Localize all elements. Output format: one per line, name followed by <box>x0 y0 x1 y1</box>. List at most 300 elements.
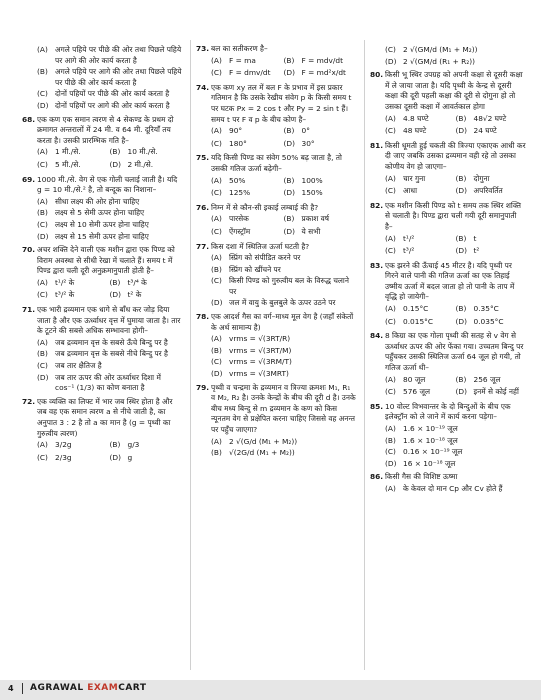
option-item <box>385 234 456 245</box>
question-number: 76. <box>196 202 210 212</box>
option-text: 0.15°C <box>403 304 429 314</box>
option-item <box>284 176 357 187</box>
option-label: (A) <box>211 55 222 65</box>
option-label: (B) <box>37 67 48 77</box>
option-list <box>37 45 182 112</box>
option-grid <box>385 173 526 198</box>
question-block <box>370 261 526 329</box>
option-label: (C) <box>37 361 48 371</box>
question-text: अचर शक्ति देने वाली एक मशीन द्वारा एक पिण्ड को विराम अवस्था से सीधी रेखा में चलाते हैं। समय t में पिण्ड द्वारा चली दूरी अनुक्रमानुपाती होती है– <box>37 245 175 276</box>
option-item <box>456 126 527 137</box>
option-text: जब द्रव्यमान वृत्त के सबसे नीचे बिन्दु पर है <box>55 349 168 359</box>
option-item <box>284 68 357 79</box>
option-text: 1.6 × 10⁻¹⁹ जूल <box>403 424 458 433</box>
option-label: (D) <box>455 186 467 196</box>
option-label: (D) <box>109 290 121 300</box>
option-label: (C) <box>211 68 222 78</box>
option-text: दोनों पहियों पर आगे की ओर कार्य करता है <box>55 100 170 110</box>
question-text: किसी भू स्थिर उपग्रह को अपनी कक्षा से दूसरी कक्षा में ले जाया जाता है। यदि पृथ्वी के केन्द्र से दूसरी कक्षा की दूरी पहली कक्षा की दूरी से दोगुना हो तो उसका दूसरी कक्षा में आवर्तकाल होगा <box>385 70 523 111</box>
option-label: (A) <box>385 424 396 433</box>
option-label: (A) <box>37 45 48 54</box>
option-label: (B) <box>283 175 295 185</box>
option-text: g/3 <box>127 440 140 450</box>
option-item <box>211 346 356 357</box>
column-1 <box>22 44 182 467</box>
option-label: (B) <box>109 440 121 450</box>
option-text: 80 जूल <box>403 374 426 384</box>
question-block <box>370 472 526 494</box>
option-item <box>456 114 527 125</box>
option-label: (C) <box>385 387 396 397</box>
option-grid <box>37 146 182 171</box>
option-text: प्रकाश वर्ष <box>301 214 330 224</box>
option-item <box>211 265 356 276</box>
question-number: 74. <box>196 82 210 92</box>
question-number: 85. <box>370 401 384 411</box>
option-label: (C) <box>37 452 48 462</box>
option-text: 150% <box>301 188 323 198</box>
option-label: (C) <box>211 357 222 367</box>
option-item <box>385 126 456 137</box>
option-item <box>37 67 182 88</box>
option-label: (D) <box>37 100 49 110</box>
option-text: t¹/² के <box>55 277 75 287</box>
option-label: (A) <box>37 440 48 450</box>
option-item <box>37 373 182 394</box>
option-label: (C) <box>37 290 48 300</box>
option-label: (D) <box>455 126 467 136</box>
option-item <box>37 278 110 289</box>
option-text: F = md²x/dt <box>301 68 346 78</box>
option-label: (B) <box>455 233 467 243</box>
option-item <box>211 369 356 380</box>
option-label: (B) <box>37 349 48 359</box>
option-text: 576 जूल <box>403 387 430 397</box>
question-text: 1000 मी./से. वेग से एक गोली चलाई जाती है। यदि g = 10 मी./से.² है, तो बन्दूक का निशाना– <box>37 174 178 195</box>
question-block <box>196 83 356 151</box>
question-block <box>370 141 526 198</box>
option-text: t <box>473 233 477 243</box>
question-text: एक व्यक्ति का लिफ्ट में भार जब स्थिर होता है और जब वह एक समान त्वरण a से नीचे जाती है, का अनुपात 3 : 2 है तो a का मान है (g = पृथ्वी का गुरुत्वीय त्वरण) <box>37 396 173 438</box>
option-item <box>211 253 356 264</box>
option-label: (D) <box>109 159 121 169</box>
option-item <box>385 45 526 56</box>
option-label: (A) <box>211 253 222 263</box>
question-head <box>196 83 356 125</box>
option-item <box>385 304 456 315</box>
question-head <box>370 261 526 303</box>
option-item <box>110 440 183 451</box>
question-number: 78. <box>196 312 210 322</box>
option-text: 0.35°C <box>473 304 499 314</box>
question-text: यदि किसी पिण्ड का संवेग 50% बढ़ जाता है, तो उसकी गतिज ऊर्जा बढ़ेगी– <box>211 153 342 173</box>
question-head <box>196 153 356 174</box>
option-label: (A) <box>211 436 222 446</box>
option-label: (C) <box>37 89 48 99</box>
brand-part-b: EXAM <box>87 683 119 693</box>
question-number: 71. <box>22 305 36 315</box>
question-block <box>22 45 182 112</box>
page-number: 4 <box>8 684 14 693</box>
question-text: निम्न में से कौन-सी इकाई लम्बाई की है? <box>211 202 319 212</box>
option-item <box>37 220 182 231</box>
question-head <box>370 70 526 112</box>
question-number: 83. <box>370 260 384 270</box>
option-item <box>284 56 357 67</box>
option-label: (A) <box>385 374 396 384</box>
option-item <box>456 246 527 257</box>
option-label: (B) <box>211 264 222 274</box>
option-item <box>211 448 356 459</box>
brand-part-a: AGRAWAL <box>30 683 88 693</box>
option-item <box>385 246 456 257</box>
question-number: 82. <box>370 200 384 210</box>
option-item <box>37 453 110 464</box>
option-grid <box>211 55 356 80</box>
question-text: एक मशीन किसी पिण्ड को t समय तक स्थिर शक्ति से चलाती है। पिण्ड द्वारा चली गयी दूरी समानुपाती है– <box>385 200 522 231</box>
option-label: (B) <box>385 435 396 445</box>
option-text: जल में वायु के बुलबुले के ऊपर उठने पर <box>229 298 336 308</box>
option-list <box>211 437 356 459</box>
question-block <box>22 115 182 172</box>
option-label: (C) <box>37 219 48 229</box>
option-text: पारसेक <box>229 214 249 224</box>
option-text: t³/⁴ के <box>127 277 147 287</box>
question-head <box>370 201 526 233</box>
option-text: 48√2 घण्टे <box>473 113 507 123</box>
question-block <box>196 312 356 380</box>
option-item <box>385 114 456 125</box>
option-item <box>37 440 110 451</box>
option-item <box>456 234 527 245</box>
option-text: 2 मी./से. <box>127 159 154 169</box>
option-text: इनमें से कोई नहीं <box>473 387 519 397</box>
option-label: (D) <box>385 458 397 468</box>
option-text: 90° <box>229 126 243 136</box>
option-item <box>211 357 356 368</box>
question-text: एक भारी द्रव्यमान एक धागे से बाँध कर जोड़ दिया जाता है और एक ऊर्ध्वाधर वृत्त में घुमाया जाता है। तार के टूटने की सबसे अधिक सम्भावना होगी– <box>37 305 181 336</box>
question-text: एक झरने की ऊँचाई 45 मीटर है। यदि पृथ्वी पर गिरने वाले पानी की गतिज ऊर्जा का एक तिहाई उष्मीय ऊर्जा में बदल जाता हो तो पानी के ताप में वृद्धि हो जायेगी– <box>385 260 515 302</box>
option-text: 1 मी./से. <box>55 147 81 157</box>
option-label: (C) <box>385 246 396 256</box>
option-list <box>211 253 356 309</box>
option-label: (D) <box>283 68 295 78</box>
question-text: बल का सतीकरण है– <box>211 44 268 53</box>
option-list <box>37 338 182 394</box>
question-number: 77. <box>196 241 210 251</box>
option-label: (B) <box>211 448 222 458</box>
question-head <box>22 245 182 277</box>
option-item <box>211 298 356 309</box>
option-label: (B) <box>455 304 467 314</box>
option-text: जब तार ऊपर की ओर ऊर्ध्वाधर दिशा में cos⁻¹ (1/3) का कोण बनाता है <box>55 372 161 393</box>
option-text: 0.035°C <box>473 316 504 326</box>
option-text: 16 × 10⁻¹⁸ जूल <box>403 458 456 468</box>
option-grid <box>385 374 526 399</box>
option-text: अगले पहिये पर पीछे की ओर तथा पिछले पहिये पर आगे की ओर कार्य करता है <box>55 45 182 65</box>
option-text: 50% <box>229 175 246 185</box>
option-grid <box>385 113 526 138</box>
option-label: (A) <box>385 483 396 493</box>
option-label: (B) <box>455 113 467 123</box>
option-text: 2 √(GM/d (R₁ + R₂)) <box>403 56 476 66</box>
question-head <box>370 141 526 173</box>
question-text: किस दशा में स्थितिज ऊर्जा घटती है? <box>211 241 310 251</box>
option-text: चार गुना <box>403 173 426 183</box>
question-head <box>196 203 356 214</box>
option-item <box>37 101 182 112</box>
option-item <box>385 317 456 328</box>
option-grid <box>385 233 526 258</box>
option-item <box>110 453 183 464</box>
option-text: दोनों पहियों पर पीछे की ओर कार्य करता है <box>55 89 170 99</box>
question-number: 69. <box>22 174 36 184</box>
brand-part-c: CART <box>118 683 147 693</box>
option-item <box>385 459 526 470</box>
option-text: स्प्रिंग को खींचने पर <box>229 264 281 274</box>
option-text: आधा <box>403 186 418 196</box>
option-item <box>37 208 182 219</box>
option-item <box>385 436 526 447</box>
option-item <box>37 361 182 372</box>
option-label: (D) <box>37 231 49 241</box>
option-item <box>211 437 356 448</box>
question-block <box>22 245 182 302</box>
option-label: (C) <box>211 226 222 236</box>
option-item <box>211 68 284 79</box>
option-text: 1.6 × 10⁻¹⁸ जूल <box>403 435 458 445</box>
option-label: (B) <box>455 374 467 384</box>
question-text: 10 वोल्ट विभवान्तर के दो बिन्दुओं के बीच एक इलेक्ट्रॉन को ले जाने में कार्य करना पड़ेगा– <box>385 401 511 422</box>
option-item <box>211 334 356 345</box>
question-text: एक कण एक समान त्वरण से 4 सेकण्ड के प्रथम दो क्रमागत अन्तरालों में 24 मी. व 64 मी. दूरियाँ तय करता है। उसकी प्रारम्भिक गति है– <box>37 114 174 145</box>
question-block <box>22 305 182 394</box>
question-number: 70. <box>22 245 36 255</box>
option-item <box>385 387 456 398</box>
option-label: (A) <box>385 113 396 123</box>
option-label: (D) <box>455 316 467 326</box>
option-text: vrms = √(3RM/T) <box>229 357 292 367</box>
option-label: (B) <box>211 345 222 355</box>
option-text: 30° <box>301 138 315 148</box>
option-item <box>211 56 284 67</box>
option-label: (A) <box>211 175 222 185</box>
option-text: लक्ष्य से 15 सेमी ऊपर होना चाहिए <box>55 231 149 241</box>
option-item <box>385 186 456 197</box>
option-list <box>37 197 182 242</box>
option-item <box>456 375 527 386</box>
question-number: 68. <box>22 114 36 124</box>
option-label: (D) <box>283 226 295 236</box>
option-text: के केवल दो मान Cp और Cv होते हैं <box>403 483 503 493</box>
option-label: (A) <box>37 147 48 157</box>
question-text: एक आदर्श गैस का वर्ग–माध्य मूल वेग है (जहाँ संकेतों के अर्थ सामान्य है) <box>211 312 354 332</box>
question-head <box>196 44 356 55</box>
question-block <box>370 402 526 470</box>
question-block <box>22 397 182 465</box>
brand-logo <box>30 683 146 693</box>
option-text: अपरिवर्तित <box>473 186 503 196</box>
option-text: लक्ष्य से 5 सेमी ऊपर होना चाहिए <box>55 208 145 218</box>
question-text: 8 किग्रा का एक गोला पृथ्वी की सतह से v वेग से ऊर्ध्वाधर ऊपर की ओर फेंका गया। उच्चतम बिन्दु पर पहुँचकर उसकी स्थितिज ऊर्जा 64 जूल हो गयी, तो गतिज ऊर्जा थी– <box>385 331 524 373</box>
option-label: (A) <box>37 337 48 347</box>
option-item <box>37 45 182 66</box>
option-text: ऐंगस्ट्रॉम <box>229 226 251 236</box>
option-text: 180° <box>229 138 247 148</box>
option-item <box>284 126 357 137</box>
column-2 <box>196 44 356 462</box>
option-label: (C) <box>37 159 48 169</box>
question-block <box>196 153 356 199</box>
option-label: (C) <box>385 45 396 54</box>
question-number: 73. <box>196 44 210 53</box>
option-label: (A) <box>37 196 48 206</box>
option-text: 0.16 × 10⁻¹⁹ जूल <box>403 447 463 457</box>
question-block <box>22 175 182 243</box>
option-text: t³/² <box>403 246 415 256</box>
question-block <box>196 203 356 239</box>
option-text: 3/2g <box>55 440 72 450</box>
option-text: 2 √(GM/d (M₁ + M₂)) <box>403 45 478 54</box>
option-label: (C) <box>385 316 396 326</box>
option-text: 4.8 घण्टे <box>403 113 429 123</box>
option-text: t³/² के <box>55 290 75 300</box>
option-item <box>37 89 182 100</box>
option-text: जब तार क्षैतिज है <box>55 361 102 371</box>
option-text: F = dmv/dt <box>229 68 271 78</box>
question-block <box>370 45 526 67</box>
option-grid <box>37 277 182 302</box>
option-item <box>37 232 182 243</box>
option-item <box>37 349 182 360</box>
option-item <box>211 139 284 150</box>
option-text: vrms = √(3RT/R) <box>229 334 291 344</box>
option-label: (D) <box>385 56 397 66</box>
column-divider <box>190 40 191 670</box>
question-block <box>370 331 526 399</box>
option-label: (D) <box>211 298 223 308</box>
option-item <box>110 290 183 301</box>
option-text: 256 जूल <box>473 374 501 384</box>
option-item <box>211 126 284 137</box>
option-item <box>385 174 456 185</box>
option-text: 24 घण्टे <box>473 126 497 136</box>
option-text: 125% <box>229 188 251 198</box>
option-list <box>385 424 526 469</box>
option-text: t² के <box>127 290 142 300</box>
option-text: t² <box>473 246 480 256</box>
question-text: पृथ्वी व चन्द्रमा के द्रव्यमान व त्रिज्या क्रमशः M₁, R₁ व M₂, R₂ है। उनके केन्द्रों के बीच की दूरी d है। उनके बीच मध्य बिन्दु से m द्रव्यमान के कण को किस न्यूनतम वेग से प्रक्षेपित करना चाहिए जिससे वह अनन्त पर पहुँच जाएगा? <box>211 382 356 434</box>
question-head <box>370 472 526 483</box>
question-head <box>370 402 526 423</box>
option-text: √(2G/d (M₁ + M₂)) <box>229 448 295 458</box>
option-grid <box>211 125 356 150</box>
option-label: (C) <box>211 276 222 286</box>
option-label: (C) <box>385 447 396 457</box>
option-item <box>110 278 183 289</box>
option-label: (B) <box>283 126 295 136</box>
question-head <box>196 312 356 333</box>
option-item <box>456 304 527 315</box>
footer-separator <box>22 683 23 694</box>
option-text: 0° <box>301 126 310 136</box>
option-item <box>37 147 110 158</box>
option-label: (C) <box>385 126 396 136</box>
option-item <box>385 484 526 495</box>
option-label: (D) <box>283 138 295 148</box>
question-head <box>22 115 182 147</box>
option-text: 5 मी./से. <box>55 159 81 169</box>
option-text: g <box>127 452 133 462</box>
option-item <box>456 317 527 328</box>
option-label: (A) <box>37 277 48 287</box>
question-number: 75. <box>196 153 210 163</box>
option-label: (C) <box>211 188 222 198</box>
question-head <box>22 305 182 337</box>
option-label: (D) <box>455 387 467 397</box>
question-block <box>196 242 356 310</box>
option-item <box>456 186 527 197</box>
option-item <box>211 214 284 225</box>
option-list <box>385 45 526 67</box>
option-label: (D) <box>283 188 295 198</box>
option-grid <box>385 303 526 328</box>
question-head <box>22 175 182 196</box>
option-item <box>385 57 526 68</box>
question-number: 79. <box>196 382 210 392</box>
option-label: (B) <box>109 147 121 157</box>
option-item <box>385 375 456 386</box>
option-grid <box>211 175 356 200</box>
option-list <box>385 484 526 495</box>
question-number: 84. <box>370 331 384 341</box>
option-text: 2 √(G/d (M₁ + M₂)) <box>229 436 298 446</box>
option-item <box>211 188 284 199</box>
question-text: किसी गैस की विशिष्ट ऊष्मा <box>385 472 458 482</box>
option-text: जब द्रव्यमान वृत्त के सबसे ऊँचे बिन्दु पर है <box>55 337 168 347</box>
option-item <box>284 227 357 238</box>
question-number: 81. <box>370 140 384 150</box>
option-label: (A) <box>385 233 396 243</box>
question-number: 80. <box>370 70 384 80</box>
option-text: सीधा लक्ष्य की ओर होना चाहिए <box>55 196 140 206</box>
option-item <box>37 197 182 208</box>
question-block <box>370 201 526 258</box>
option-item <box>211 276 356 297</box>
option-item <box>284 188 357 199</box>
option-label: (B) <box>283 214 295 224</box>
option-label: (B) <box>283 55 295 65</box>
option-text: 10 मी./से. <box>127 147 158 157</box>
option-label: (B) <box>37 208 48 218</box>
option-label: (A) <box>385 173 396 183</box>
option-text: ये सभी <box>301 226 321 236</box>
option-label: (C) <box>211 138 222 148</box>
option-label: (B) <box>109 277 121 287</box>
option-text: अगले पहिये पर आगे की ओर तथा पिछले पहिये पर पीछे की ओर कार्य करता है <box>55 67 182 87</box>
column-3 <box>370 44 526 498</box>
option-label: (B) <box>455 173 467 183</box>
option-text: vrms = √(3RT/M) <box>229 345 292 355</box>
option-item <box>284 139 357 150</box>
option-text: स्प्रिंग को संपीडित करने पर <box>229 253 301 263</box>
option-label: (A) <box>211 334 222 344</box>
option-label: (A) <box>385 304 396 314</box>
option-text: दोगुना <box>473 173 490 183</box>
option-text: 0.015°C <box>403 316 434 326</box>
option-item <box>37 160 110 171</box>
option-grid <box>37 439 182 464</box>
